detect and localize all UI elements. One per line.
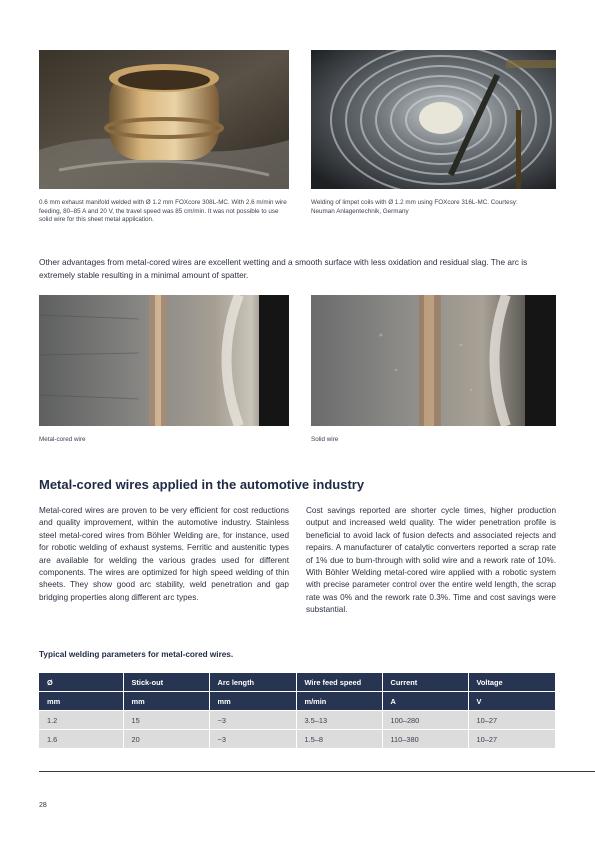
- unit-cell: V: [468, 692, 555, 711]
- unit-cell: m/min: [296, 692, 382, 711]
- unit-cell: mm: [39, 692, 123, 711]
- unit-cell: A: [382, 692, 468, 711]
- table-cell: 15: [123, 711, 209, 730]
- photo-limpet-coils: [311, 50, 556, 189]
- table-title: Typical welding parameters for metal-cored wires.: [39, 650, 234, 659]
- table-cell: 3.5–13: [296, 711, 382, 730]
- caption-photo-1: 0.6 mm exhaust manifold welded with Ø 1.2 mm FOXcore 308L-MC. With 2.6 m/min wire feeding, 80–85 A and 20 V, the travel speed was 85 cm/min. It was not possible to use solid wire for this sheet metal application.: [39, 199, 287, 224]
- caption-photo-4: Solid wire: [311, 436, 339, 443]
- photo-exhaust-manifold: [39, 50, 289, 189]
- table-cell: 10–27: [468, 711, 555, 730]
- table-cell: 1.5–8: [296, 730, 382, 749]
- caption-photo-2: Welding of limpet coils with Ø 1.2 mm using FOXcore 316L-MC. Courtesy: Neuman Anlagentechnik, Germany: [311, 199, 518, 215]
- header-voltage: Voltage: [468, 673, 555, 692]
- footer-divider: [39, 771, 595, 772]
- table-cell: ~3: [209, 711, 296, 730]
- table-cell: 10–27: [468, 730, 555, 749]
- welding-parameters-table: [39, 673, 555, 748]
- unit-cell: mm: [123, 692, 209, 711]
- section-title: Metal-cored wires applied in the automotive industry: [39, 477, 365, 492]
- body-column-left: Metal-cored wires are proven to be very efficient for cost reductions and quality improvement, within the automotive industry. Stainless steel metal-cored wires from Böhler Welding are, for instance, used for robotic welding of exhaust systems. Ferritic and austenitic types are available for welding the various grades used for different components. The wires are optimized for high speed welding of thin sheets. They show good arc stability, weld penetration and gap bridging properties along different arc types.: [39, 506, 289, 602]
- table-cell: 1.2: [39, 711, 123, 730]
- unit-cell: mm: [209, 692, 296, 711]
- table-row: [39, 711, 555, 730]
- header-stick-out: Stick-out: [123, 673, 209, 692]
- caption-photo-3: Metal-cored wire: [39, 436, 86, 443]
- table-header-row: [39, 673, 555, 692]
- header-wire-feed-speed: Wire feed speed: [296, 673, 382, 692]
- header-current: Current: [382, 673, 468, 692]
- photo-metal-cored-weld: [39, 295, 289, 426]
- header-diameter: Ø: [39, 673, 123, 692]
- lead-paragraph: Other advantages from metal-cored wires are excellent wetting and a smooth surface with less oxidation and residual slag. The arc is extremely stable resulting in a minimal amount of spatter.: [39, 257, 528, 280]
- table-cell: 100–280: [382, 711, 468, 730]
- photo-solid-wire-weld: [311, 295, 556, 426]
- table-cell: 110–380: [382, 730, 468, 749]
- page-number: 28: [39, 802, 47, 809]
- header-arc-length: Arc length: [209, 673, 296, 692]
- table-cell: 20: [123, 730, 209, 749]
- table-row: [39, 730, 555, 749]
- body-column-right: Cost savings reported are shorter cycle times, higher production output and increased weld quality. The wider penetration profile is beneficial to avoid lack of fusion defects and associated rejects and repairs. A manufacturer of catalytic converters reported a scrap rate of 1% due to burn-through with solid wire and a rework rate of 10%. With Böhler Welding metal-cored wire applied with a robotic system with precise parameter control over the entire weld length, the scrap rate was 0% and the rework rate 0.3%. Time and cost savings were substantial.: [306, 506, 556, 615]
- table-cell: 1.6: [39, 730, 123, 749]
- table-units-row: [39, 692, 555, 711]
- table-cell: ~3: [209, 730, 296, 749]
